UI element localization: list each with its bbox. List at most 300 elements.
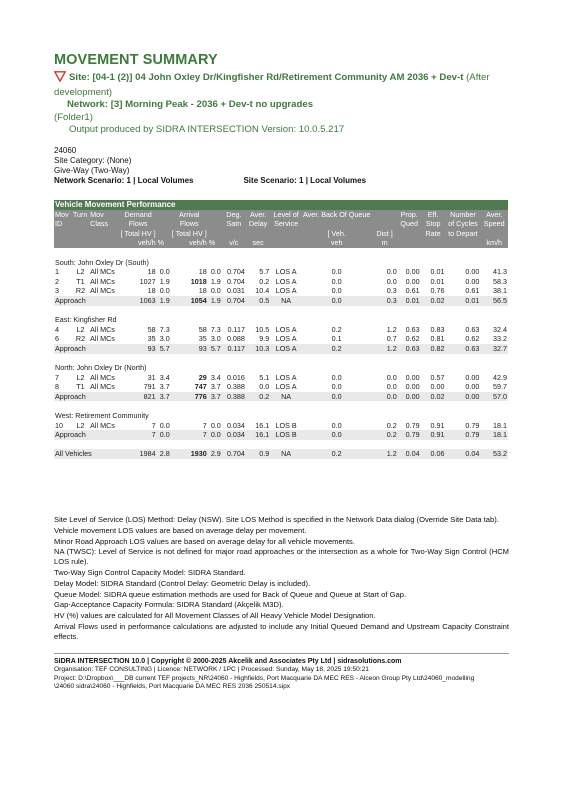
table-row bbox=[54, 277, 508, 287]
table-cell: 0.00 bbox=[405, 372, 420, 382]
table-cell: 1054 bbox=[171, 296, 208, 306]
table-cell: 2 bbox=[55, 276, 59, 286]
table-row bbox=[54, 373, 508, 383]
table-cell: 1.9 bbox=[157, 296, 171, 306]
site-control: Give-Way (Two-Way) bbox=[54, 166, 130, 175]
table-cell: 59.7 bbox=[493, 382, 507, 392]
column-header: Delay bbox=[246, 219, 270, 229]
table-cell: 0.117 bbox=[227, 324, 245, 334]
column-header: Satn bbox=[222, 219, 246, 229]
table-cell: 0.0 bbox=[331, 372, 342, 382]
table-cell: 0.00 bbox=[430, 382, 445, 392]
approach-total-row bbox=[54, 392, 508, 402]
column-header: Flows bbox=[171, 219, 208, 229]
table-cell: 0.76 bbox=[430, 286, 445, 296]
table-cell: 5.7 bbox=[208, 344, 222, 354]
table-cell: NA bbox=[270, 392, 302, 402]
table-cell: 0.704 bbox=[222, 449, 246, 459]
column-header: [ Veh. bbox=[302, 229, 371, 239]
table-cell: 0.3 bbox=[386, 286, 397, 296]
column-header: Rate bbox=[421, 229, 446, 239]
table-cell: 5.1 bbox=[259, 372, 270, 382]
table-row bbox=[54, 325, 508, 335]
column-header: veh/h bbox=[171, 238, 208, 248]
approach-name: South: John Oxley Dr (South) bbox=[55, 257, 149, 267]
column-header: m bbox=[371, 238, 397, 248]
column-header bbox=[157, 219, 171, 229]
column-header bbox=[480, 229, 508, 239]
column-header bbox=[72, 229, 89, 239]
table-cell: 0.00 bbox=[405, 267, 420, 277]
column-header: to Depart bbox=[446, 229, 481, 239]
table-cell: 0.01 bbox=[446, 296, 481, 306]
table-cell: 7 bbox=[55, 372, 59, 382]
table-cell: 0.0 bbox=[331, 382, 342, 392]
table-cell: 32.7 bbox=[480, 344, 508, 354]
table-cell: NA bbox=[270, 449, 302, 459]
column-header: Class bbox=[89, 219, 119, 229]
column-header: Speed bbox=[480, 219, 508, 229]
column-header bbox=[270, 229, 302, 239]
table-cell: 3 bbox=[55, 286, 59, 296]
column-header bbox=[72, 238, 89, 248]
table-cell: 3.7 bbox=[208, 392, 222, 402]
column-header: Aver. Back Of Queue bbox=[302, 209, 371, 219]
table-title-row bbox=[54, 200, 508, 210]
table-cell: 10.5 bbox=[255, 324, 270, 334]
table-header-row bbox=[54, 229, 508, 239]
table-cell: 0.2 bbox=[331, 324, 342, 334]
table-cell: 0.0 bbox=[302, 430, 371, 440]
table-cell: 0.00 bbox=[405, 382, 420, 392]
table-cell: All MCs bbox=[90, 372, 115, 382]
table-cell: 0.01 bbox=[430, 276, 445, 286]
column-header: [ Total HV ] bbox=[120, 228, 156, 238]
table-cell: 0.704 bbox=[226, 276, 245, 286]
column-header bbox=[398, 229, 421, 239]
table-header-row bbox=[54, 210, 508, 220]
column-header bbox=[421, 238, 446, 248]
table-cell: NA bbox=[270, 296, 302, 306]
column-header bbox=[208, 219, 222, 229]
table-cell: LOS A bbox=[275, 382, 297, 392]
folder-label: (Folder1) bbox=[54, 111, 93, 123]
table-row bbox=[54, 286, 508, 296]
column-header: Mov bbox=[54, 210, 72, 220]
approach-name: East: Kingfisher Rd bbox=[55, 315, 117, 325]
table-row bbox=[54, 421, 508, 431]
table-cell: 0.79 bbox=[446, 430, 481, 440]
column-header: Level of bbox=[270, 210, 302, 220]
column-header: Aver. bbox=[246, 210, 270, 220]
table-cell: 29 bbox=[198, 372, 207, 382]
table-cell: 0.704 bbox=[226, 267, 245, 277]
site-info bbox=[54, 146, 366, 186]
table-cell: 3.0 bbox=[210, 334, 221, 344]
table-cell: 0.00 bbox=[465, 276, 480, 286]
column-header: Dist ] bbox=[371, 229, 397, 239]
note-line: Arrival Flows used in performance calculations are adjusted to include any Initial Queued Demand and Upstream Capacity Constraint effects. bbox=[54, 621, 509, 641]
table-cell: 3.4 bbox=[159, 372, 170, 382]
column-header: [ Total HV ] bbox=[171, 228, 207, 238]
table-cell: 0.2 bbox=[259, 276, 270, 286]
column-header: Demand bbox=[120, 210, 157, 220]
network-label: Network: [3] Morning Peak - 2036 + Dev-t no upgrades bbox=[67, 99, 314, 110]
column-header bbox=[371, 219, 397, 229]
column-header bbox=[89, 229, 119, 239]
table-cell: 18 bbox=[198, 267, 207, 277]
table-cell: 0.63 bbox=[465, 324, 480, 334]
table-cell: 1.2 bbox=[371, 344, 397, 354]
column-header: Turn bbox=[72, 209, 88, 219]
column-header bbox=[72, 219, 89, 229]
table-cell: 7.3 bbox=[210, 324, 221, 334]
table-cell: 0.0 bbox=[302, 296, 371, 306]
table-cell: 1027 bbox=[139, 276, 156, 286]
table-cell: All MCs bbox=[90, 267, 115, 277]
column-header: sec bbox=[246, 238, 270, 248]
footer-copyright: SIDRA INTERSECTION 10.0 | Copyright © 2000-2025 Akcelik and Associates Pty Ltd | sidrasolutions.com bbox=[54, 658, 402, 665]
note-line: NA (TWSC): Level of Service is not defined for major road approaches or the intersection as a whole for Two-Way Sign Control (HCM LOS rule). bbox=[54, 547, 509, 567]
table-cell: All MCs bbox=[90, 286, 115, 296]
table-cell: 0.388 bbox=[226, 382, 245, 392]
table-cell: 0.00 bbox=[446, 392, 481, 402]
column-header: Stop bbox=[421, 219, 446, 229]
note-line: Site Level of Service (LOS) Method: Delay (NSW). Site LOS Method is specified in the Network Data dialog (Override Site Data tab). bbox=[54, 515, 499, 524]
table-cell: LOS A bbox=[270, 344, 302, 354]
site-label: Site: [04-1 (2)] 04 John Oxley Dr/Kingfisher Rd/Retirement Community AM 2036 + Dev-t bbox=[69, 72, 464, 83]
table-cell: 0.00 bbox=[465, 382, 480, 392]
site-id: 24060 bbox=[54, 146, 77, 155]
column-header: Arrival bbox=[171, 210, 208, 220]
table-cell: 0.02 bbox=[421, 296, 446, 306]
table-cell: 0.91 bbox=[421, 430, 446, 440]
table-cell: 1.9 bbox=[159, 276, 170, 286]
table-cell: 6 bbox=[55, 334, 59, 344]
note-line: Minor Road Approach LOS values are based on average delay for all vehicle movements. bbox=[54, 536, 355, 546]
table-cell: 93 bbox=[171, 344, 208, 354]
table-cell: 0.088 bbox=[226, 334, 245, 344]
column-header bbox=[222, 229, 246, 239]
table-cell: All Vehicles bbox=[54, 449, 120, 459]
table-cell: 821 bbox=[120, 392, 157, 402]
column-header: Qued bbox=[398, 219, 421, 229]
table-cell: 3.0 bbox=[159, 334, 170, 344]
table-title: Vehicle Movement Performance bbox=[54, 200, 508, 210]
table-cell: 7 bbox=[202, 420, 207, 430]
table-cell: 0.04 bbox=[398, 449, 421, 459]
table-cell: LOS B bbox=[275, 420, 297, 430]
column-header bbox=[302, 219, 371, 229]
note-line: Gap-Acceptance Capacity Formula: SIDRA Standard (Akçelik M3D). bbox=[54, 600, 284, 610]
table-cell: 31 bbox=[147, 372, 156, 382]
table-cell: 0.61 bbox=[465, 286, 480, 296]
site-category: Site Category: (None) bbox=[54, 156, 132, 165]
table-cell: 8 bbox=[55, 382, 59, 392]
table-cell: 0.79 bbox=[398, 430, 421, 440]
table-cell: 1930 bbox=[171, 449, 208, 459]
column-header bbox=[54, 238, 72, 248]
table-cell: 0.7 bbox=[386, 334, 397, 344]
table-cell: 1.9 bbox=[210, 276, 221, 286]
table-cell: T1 bbox=[76, 276, 85, 286]
table-cell: 0.06 bbox=[421, 449, 446, 459]
site-scenario: Site Scenario: 1 | Local Volumes bbox=[243, 176, 367, 185]
table-cell: 0.00 bbox=[465, 267, 480, 277]
table-cell: L2 bbox=[76, 372, 85, 382]
table-cell: 0.79 bbox=[465, 420, 480, 430]
note-line: Delay Model: SIDRA Standard (Control Delay: Geometric Delay is included). bbox=[54, 578, 311, 588]
table-cell: 0.0 bbox=[302, 392, 371, 402]
table-cell: 0.00 bbox=[398, 392, 421, 402]
column-header: Aver. bbox=[480, 210, 508, 220]
table-cell: 18.1 bbox=[493, 420, 507, 430]
table-row bbox=[54, 382, 508, 392]
table-cell: 1.2 bbox=[386, 324, 397, 334]
column-header: ID bbox=[54, 219, 72, 229]
table-cell: 0.0 bbox=[210, 267, 221, 277]
table-cell: 0.01 bbox=[398, 296, 421, 306]
note-line: Queue Model: SIDRA queue estimation methods are used for Back of Queue and Queue at Start of Gap. bbox=[54, 589, 407, 599]
table-cell: 747 bbox=[194, 382, 207, 392]
column-header bbox=[208, 229, 222, 239]
table-cell: All MCs bbox=[90, 276, 115, 286]
table-cell: 0.016 bbox=[226, 372, 245, 382]
table-cell: 42.9 bbox=[493, 372, 507, 382]
footer-project: Project: D:\Dropbox\___DB current TEF projects_NR\24060 - Highfields, Port Macquarie DA MEC RES - Alceon Group Pty Ltd\24060_modelling bbox=[54, 674, 475, 682]
table-cell: 0.83 bbox=[430, 324, 445, 334]
column-header: Deg. bbox=[222, 210, 246, 220]
table-cell: 2.9 bbox=[208, 449, 222, 459]
column-header bbox=[270, 238, 302, 248]
footer bbox=[54, 653, 509, 692]
table-cell: 0.5 bbox=[246, 296, 270, 306]
table-cell: 0.04 bbox=[446, 449, 481, 459]
column-header: % bbox=[157, 238, 171, 248]
table-cell: 1.2 bbox=[371, 449, 397, 459]
approach-heading-row bbox=[54, 363, 508, 373]
approach-name: North: John Oxley Dr (North) bbox=[55, 363, 147, 373]
table-cell: 0.034 bbox=[222, 430, 246, 440]
column-header bbox=[398, 238, 421, 248]
table-cell: LOS A bbox=[275, 334, 297, 344]
table-cell: 0.0 bbox=[210, 420, 221, 430]
table-cell: 58.3 bbox=[493, 276, 507, 286]
table-cell: 10.4 bbox=[255, 286, 270, 296]
table-cell: 0.0 bbox=[159, 420, 170, 430]
table-cell: L2 bbox=[76, 324, 85, 334]
table-cell: 0.0 bbox=[386, 382, 397, 392]
table-cell: LOS A bbox=[275, 324, 297, 334]
table-cell: 4 bbox=[55, 324, 59, 334]
table-cell: 1984 bbox=[120, 449, 157, 459]
table-cell: 35 bbox=[147, 334, 156, 344]
table-cell: 0.2 bbox=[386, 420, 397, 430]
table-cell: 3.7 bbox=[210, 382, 221, 392]
table-cell: 0.91 bbox=[430, 420, 445, 430]
table-cell: R2 bbox=[75, 286, 86, 296]
table-cell: 0.0 bbox=[331, 267, 342, 277]
footer-project-file: \24060 sidra\24060 - Highfields, Port Macquarie DA MEC RES 2036 250514.sipx bbox=[54, 683, 291, 691]
table-cell: 0.117 bbox=[222, 344, 246, 354]
table-cell: 0.81 bbox=[430, 334, 445, 344]
approach-name: West: Retirement Community bbox=[55, 411, 149, 421]
table-cell: 53.2 bbox=[480, 449, 508, 459]
table-cell: 3.7 bbox=[159, 382, 170, 392]
table-cell: All MCs bbox=[90, 382, 115, 392]
table-cell: 0.0 bbox=[331, 276, 342, 286]
approach-total-row bbox=[54, 344, 508, 354]
table-cell: 58 bbox=[198, 324, 207, 334]
table-cell: 3.7 bbox=[157, 392, 171, 402]
note-line: Two-Way Sign Control Capacity Model: SIDRA Standard. bbox=[54, 567, 246, 577]
table-cell: 0.57 bbox=[430, 372, 445, 382]
table-cell: 0.2 bbox=[302, 344, 371, 354]
table-cell: All MCs bbox=[90, 324, 115, 334]
table-cell: 16.1 bbox=[246, 430, 270, 440]
column-header: Service bbox=[270, 219, 302, 229]
approach-heading-row bbox=[54, 411, 508, 421]
table-cell: 33.2 bbox=[493, 334, 507, 344]
table-cell: 1063 bbox=[120, 296, 157, 306]
note-line: Vehicle movement LOS values are based on average delay per movement. bbox=[54, 525, 307, 535]
vehicle-movement-table bbox=[54, 200, 508, 459]
column-header: Flows bbox=[120, 219, 157, 229]
table-cell: 0.0 bbox=[386, 372, 397, 382]
all-vehicles-row bbox=[54, 449, 508, 459]
table-cell: 3.4 bbox=[210, 372, 221, 382]
site-suffix: (After development) bbox=[54, 72, 490, 98]
column-header bbox=[89, 238, 119, 248]
table-cell: 0.0 bbox=[331, 286, 342, 296]
column-header: Mov bbox=[89, 210, 119, 220]
table-cell: R2 bbox=[75, 334, 86, 344]
table-cell: 0.63 bbox=[446, 344, 481, 354]
table-cell: 0.63 bbox=[398, 344, 421, 354]
table-cell: 1 bbox=[55, 267, 59, 277]
table-cell: 791 bbox=[143, 382, 156, 392]
table-cell: LOS B bbox=[270, 430, 302, 440]
table-cell: 7 bbox=[120, 430, 157, 440]
table-cell: 776 bbox=[171, 392, 208, 402]
table-cell: LOS A bbox=[275, 286, 297, 296]
table-cell: 57.0 bbox=[480, 392, 508, 402]
table-cell: 18.1 bbox=[480, 430, 508, 440]
table-cell: 10 bbox=[55, 420, 63, 430]
table-cell: T1 bbox=[76, 382, 85, 392]
table-cell: 18 bbox=[147, 286, 156, 296]
table-row bbox=[54, 334, 508, 344]
table-cell: 35 bbox=[198, 334, 207, 344]
report-title: MOVEMENT SUMMARY bbox=[54, 52, 218, 68]
table-cell: 5.7 bbox=[157, 344, 171, 354]
table-cell: 0.0 bbox=[386, 276, 397, 286]
table-cell: 7.3 bbox=[159, 324, 170, 334]
table-header-row bbox=[54, 238, 508, 248]
table-cell: L2 bbox=[76, 267, 85, 277]
table-cell: 1018 bbox=[190, 276, 207, 286]
table-cell: 0.0 bbox=[159, 286, 170, 296]
table-cell: 0.2 bbox=[246, 392, 270, 402]
table-cell: 0.034 bbox=[226, 420, 245, 430]
table-cell: 0.0 bbox=[259, 382, 270, 392]
table-cell: 0.0 bbox=[331, 420, 342, 430]
notes bbox=[54, 515, 509, 643]
table-cell: 2.8 bbox=[157, 449, 171, 459]
network-scenario: Network Scenario: 1 | Local Volumes bbox=[54, 176, 194, 185]
table-cell: 41.3 bbox=[493, 267, 507, 277]
column-header bbox=[157, 210, 171, 220]
table-cell: 7 bbox=[171, 430, 208, 440]
warning-triangle-icon bbox=[54, 71, 66, 87]
column-header: % bbox=[208, 238, 222, 248]
table-cell: All MCs bbox=[90, 334, 115, 344]
column-header: v/c bbox=[222, 238, 246, 248]
table-cell: 0.00 bbox=[405, 276, 420, 286]
table-cell: 56.5 bbox=[480, 296, 508, 306]
table-cell: 0.63 bbox=[405, 324, 420, 334]
table-cell: 5.7 bbox=[259, 267, 270, 277]
approach-total-row bbox=[54, 296, 508, 306]
table-cell: 0.0 bbox=[371, 392, 397, 402]
site-heading bbox=[54, 71, 514, 137]
column-header bbox=[208, 210, 222, 220]
approach-heading-row bbox=[54, 258, 508, 268]
table-cell: 18 bbox=[198, 286, 207, 296]
table-cell: LOS A bbox=[275, 276, 297, 286]
table-cell: 0.0 bbox=[159, 267, 170, 277]
table-cell: 38.1 bbox=[493, 286, 507, 296]
table-cell: LOS A bbox=[275, 267, 297, 277]
table-cell: Approach bbox=[54, 430, 120, 440]
column-header: of Cycles bbox=[446, 219, 481, 229]
table-cell: 0.02 bbox=[421, 392, 446, 402]
table-cell: 0.0 bbox=[386, 267, 397, 277]
table-cell: 58 bbox=[147, 324, 156, 334]
column-header: veh bbox=[302, 238, 371, 248]
column-header: Eff. bbox=[421, 210, 446, 220]
table-cell: 16.1 bbox=[255, 420, 270, 430]
approach-total-row bbox=[54, 430, 508, 440]
table-cell: 10.3 bbox=[246, 344, 270, 354]
column-header bbox=[446, 238, 481, 248]
table-cell: All MCs bbox=[90, 420, 115, 430]
table-cell: 1.9 bbox=[208, 296, 222, 306]
table-cell: 0.01 bbox=[430, 267, 445, 277]
column-header: veh/h bbox=[120, 238, 157, 248]
column-header bbox=[54, 229, 72, 239]
approach-heading-row bbox=[54, 315, 508, 325]
table-cell: 0.9 bbox=[246, 449, 270, 459]
table-cell: 0.2 bbox=[371, 430, 397, 440]
column-header: Prop. bbox=[398, 210, 421, 220]
table-cell: 0.0 bbox=[208, 430, 222, 440]
table-cell: 0.0 bbox=[157, 430, 171, 440]
table-cell: 0.031 bbox=[226, 286, 245, 296]
table-cell: 0.704 bbox=[222, 296, 246, 306]
column-header bbox=[157, 229, 171, 239]
table-cell: 18 bbox=[147, 267, 156, 277]
table-cell: 0.61 bbox=[405, 286, 420, 296]
table-cell: 0.62 bbox=[465, 334, 480, 344]
table-cell: Approach bbox=[54, 392, 120, 402]
table-row bbox=[54, 267, 508, 277]
table-header-row bbox=[54, 219, 508, 229]
footer-organisation: Organisation: TEF CONSULTING | Licence: NETWORK / 1PC | Processed: Sunday, May 18, 2025 19:50:21 bbox=[54, 666, 369, 674]
table-cell: 9.9 bbox=[259, 334, 270, 344]
table-cell: Approach bbox=[54, 344, 120, 354]
table-cell: 32.4 bbox=[493, 324, 507, 334]
